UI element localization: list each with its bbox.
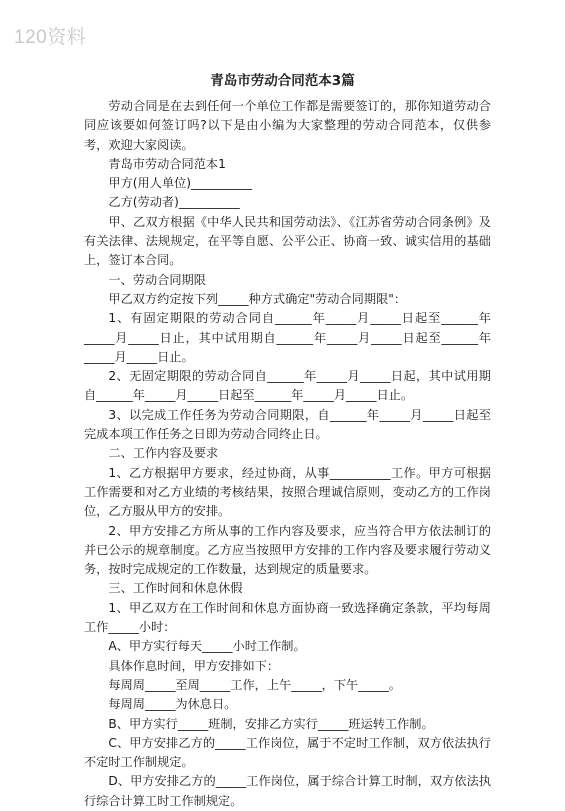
schedule-restday: 每周周_____为休息日。 [108,697,237,712]
hours-clause-1: 1、甲乙双方在工作时间和休息方面协商一致选择确定条款，平均每周工作_____小时： [84,600,491,635]
party-a-line: 甲方(用人单位)__________ [108,176,252,191]
term-clause-1: 1、有固定期限的劳动合同自______年_____月_____日起至______年_____月_____日止，其中试用期自______年_____月_____日起至______年_____月_____日止。 [84,311,491,364]
intro-paragraph: 劳动合同是在去到任何一个单位工作都是需要签订的，那你知道劳动合同应该要如何签订吗?以下是由小编为大家整理的劳动合同范本，仅供参考，欢迎大家阅读。 [84,99,491,152]
document-body [84,97,491,811]
hours-option-d: D、甲方安排乙方的_____工作岗位，属于综合计算工时制，双方依法执行综合计算工时工作制规定。 [84,774,491,808]
party-b-line: 乙方(劳动者)__________ [108,195,240,210]
basis-paragraph: 甲、乙双方根据《中华人民共和国劳动法》、《江苏省劳动合同条例》及有关法律、法规规定，在平等自愿、公平公正、协商一致、诚实信用的基础上，签订本合同。 [84,214,491,268]
document-title: 青岛市劳动合同范本3篇 [210,73,355,89]
hours-option-c: C、甲方安排乙方的_____工作岗位，属于不定时工作制，双方依法执行不定时工作制规定。 [84,735,491,770]
schedule-intro: 具体作息时间，甲方安排如下： [108,658,280,673]
contract-heading: 青岛市劳动合同范本1 [108,156,226,171]
term-clause-3: 3、以完成工作任务为劳动合同期限，自______年_____月_____日起至完成本项工作任务之日即为劳动合同终止日。 [84,407,491,442]
section-heading-term: 一、劳动合同期限 [108,272,206,287]
work-clause-2: 2、甲方安排乙方所从事的工作内容及要求，应当符合甲方依法制订的并已公示的规章制度。乙方应当按照甲方安排的工作内容及要求履行劳动义务，按时完成规定的工作数量，达到规定的质量要求。 [84,523,491,577]
work-clause-1: 1、乙方根据甲方要求，经过协商，从事__________工作。甲方可根据工作需要和对乙方业绩的考核结果，按照合理诚信原则，变动乙方的工作岗位，乙方服从甲方的安排。 [84,465,491,519]
hours-option-b: B、甲方实行_____班制，安排乙方实行_____班运转工作制。 [108,716,434,731]
schedule-workdays: 每周周_____至周_____工作，上午_____，下午_____。 [108,677,401,692]
section-heading-hours: 三、工作时间和休息休假 [108,581,243,596]
term-method-paragraph: 甲乙双方约定按下列_____种方式确定"劳动合同期限"： [108,291,407,306]
section-heading-work: 二、工作内容及要求 [108,446,219,461]
hours-option-a: A、甲方实行每天_____小时工作制。 [108,639,306,654]
term-clause-2: 2、无固定期限的劳动合同自______年_____月_____日起，其中试用期自______年_____月_____日起至______年_____月_____日止。 [84,369,491,403]
watermark: 120资料 [14,27,87,48]
